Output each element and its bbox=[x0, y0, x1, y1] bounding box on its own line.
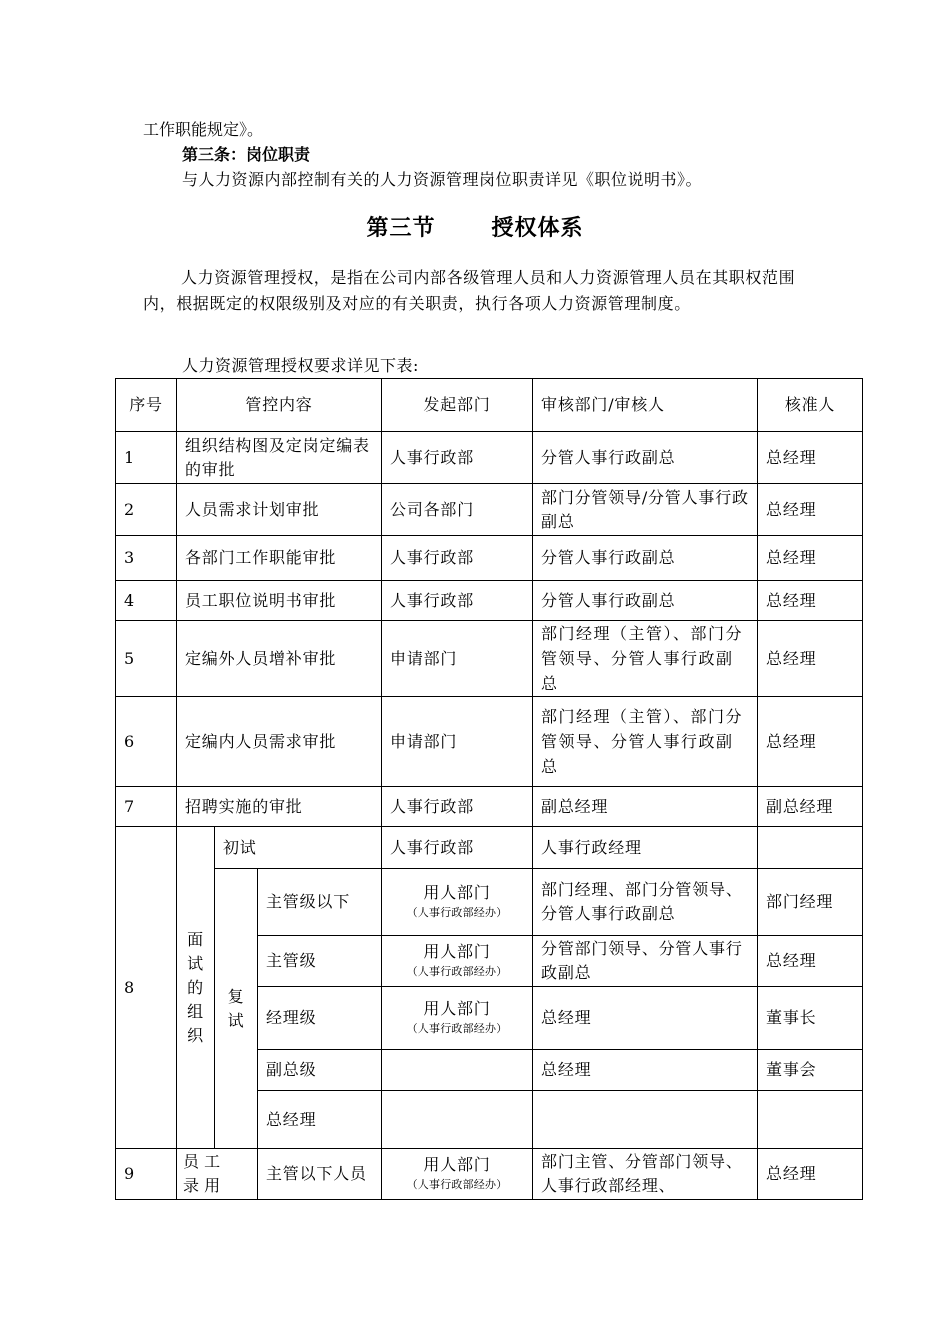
header-initiator: 发起部门 bbox=[382, 379, 533, 432]
second-interview-label: 复 试 bbox=[215, 869, 258, 1149]
row-reviewer: 副总经理 bbox=[533, 787, 758, 827]
row-approver: 总经理 bbox=[758, 432, 863, 484]
row-no: 7 bbox=[116, 787, 177, 827]
row-initiator bbox=[382, 1091, 533, 1149]
row-content: 招聘实施的审批 bbox=[177, 787, 382, 827]
row-initiator: 人事行政部 bbox=[382, 536, 533, 581]
row-approver: 总经理 bbox=[758, 697, 863, 787]
row-reviewer: 部门主管、分管部门领导、人事行政部经理、 bbox=[533, 1149, 758, 1200]
row-initiator: 用人部门 （人事行政部经办） bbox=[382, 869, 533, 936]
row-reviewer: 分管部门领导、分管人事行政副总 bbox=[533, 936, 758, 987]
table-row bbox=[116, 697, 863, 787]
header-content: 管控内容 bbox=[177, 379, 382, 432]
row-content: 定编外人员增补审批 bbox=[177, 621, 382, 697]
first-interview-label: 初试 bbox=[215, 827, 382, 869]
level-label: 主管级以下 bbox=[258, 869, 382, 936]
row-initiator: 用人部门 （人事行政部经办） bbox=[382, 987, 533, 1050]
table-row bbox=[116, 432, 863, 484]
row-approver: 副总经理 bbox=[758, 787, 863, 827]
level-label: 总经理 bbox=[258, 1091, 382, 1149]
table-row bbox=[116, 484, 863, 536]
row-no: 3 bbox=[116, 536, 177, 581]
row-reviewer: 分管人事行政副总 bbox=[533, 536, 758, 581]
row-content: 员工职位说明书审批 bbox=[177, 581, 382, 621]
authorization-paragraph: 人力资源管理授权，是指在公司内部各级管理人员和人力资源管理人员在其职权范围内，根据既定的权限级别及对应的有关职责，执行各项人力资源管理制度。 bbox=[143, 268, 796, 313]
row-initiator: 人事行政部 bbox=[382, 581, 533, 621]
row-no: 5 bbox=[116, 621, 177, 697]
section-number: 第三节 bbox=[366, 215, 436, 241]
section-title bbox=[0, 211, 950, 242]
row-content: 各部门工作职能审批 bbox=[177, 536, 382, 581]
row-initiator: 人事行政部 bbox=[382, 827, 533, 869]
header-no: 序号 bbox=[116, 379, 177, 432]
row-reviewer: 部门分管领导/分管人事行政副总 bbox=[533, 484, 758, 536]
row-approver bbox=[758, 1091, 863, 1149]
table-row bbox=[116, 621, 863, 697]
row-approver: 总经理 bbox=[758, 536, 863, 581]
row-initiator: 人事行政部 bbox=[382, 432, 533, 484]
row-reviewer: 部门经理（主管）、部门分管领导、分管人事行政副总 bbox=[533, 621, 758, 697]
row-initiator: 用人部门 （人事行政部经办） bbox=[382, 1149, 533, 1200]
level-label: 经理级 bbox=[258, 987, 382, 1050]
section-name: 授权体系 bbox=[491, 215, 584, 241]
table-row-hiring bbox=[116, 1149, 863, 1200]
row-content: 人员需求计划审批 bbox=[177, 484, 382, 536]
table-row bbox=[116, 787, 863, 827]
row-reviewer: 部门经理（主管）、部门分管领导、分管人事行政副总 bbox=[533, 697, 758, 787]
row-initiator: 用人部门 （人事行政部经办） bbox=[382, 936, 533, 987]
header-reviewer: 审核部门/审核人 bbox=[533, 379, 758, 432]
row-reviewer: 总经理 bbox=[533, 987, 758, 1050]
row-no: 6 bbox=[116, 697, 177, 787]
authorization-table bbox=[115, 378, 863, 1200]
row-approver: 董事会 bbox=[758, 1050, 863, 1091]
intro-line-3: 与人力资源内部控制有关的人力资源管理岗位职责详见《职位说明书》。 bbox=[182, 170, 703, 189]
row-no: 9 bbox=[116, 1149, 177, 1200]
row-reviewer bbox=[533, 1091, 758, 1149]
row-initiator: 申请部门 bbox=[382, 621, 533, 697]
row-approver: 总经理 bbox=[758, 1149, 863, 1200]
row-initiator: 公司各部门 bbox=[382, 484, 533, 536]
row-approver: 总经理 bbox=[758, 581, 863, 621]
row-initiator bbox=[382, 1050, 533, 1091]
article-heading: 第三条：岗位职责 bbox=[182, 145, 311, 164]
row-approver: 总经理 bbox=[758, 936, 863, 987]
row-no: 2 bbox=[116, 484, 177, 536]
table-row bbox=[116, 581, 863, 621]
row-approver: 董事长 bbox=[758, 987, 863, 1050]
table-row-interview-second bbox=[116, 869, 863, 936]
row-approver: 总经理 bbox=[758, 621, 863, 697]
row-content: 组织结构图及定岗定编表的审批 bbox=[177, 432, 382, 484]
hiring-group-label: 员 工 录 用 bbox=[177, 1149, 258, 1200]
row-no: 1 bbox=[116, 432, 177, 484]
table-header bbox=[116, 379, 863, 432]
row-initiator: 申请部门 bbox=[382, 697, 533, 787]
level-label: 主管级 bbox=[258, 936, 382, 987]
header-approver: 核准人 bbox=[758, 379, 863, 432]
row-approver bbox=[758, 827, 863, 869]
row-content: 定编内人员需求审批 bbox=[177, 697, 382, 787]
table-intro: 人力资源管理授权要求详见下表: bbox=[182, 356, 419, 375]
row-reviewer: 总经理 bbox=[533, 1050, 758, 1091]
table-row-interview-first bbox=[116, 827, 863, 869]
intro-line-1: 工作职能规定》。 bbox=[143, 120, 264, 139]
row-approver: 总经理 bbox=[758, 484, 863, 536]
interview-group-label: 面 试 的 组 织 bbox=[177, 827, 215, 1149]
row-reviewer: 分管人事行政副总 bbox=[533, 581, 758, 621]
row-reviewer: 人事行政经理 bbox=[533, 827, 758, 869]
row-approver: 部门经理 bbox=[758, 869, 863, 936]
row-initiator: 人事行政部 bbox=[382, 787, 533, 827]
row-no: 8 bbox=[116, 827, 177, 1149]
row-no: 4 bbox=[116, 581, 177, 621]
level-label: 主管以下人员 bbox=[258, 1149, 382, 1200]
level-label: 副总级 bbox=[258, 1050, 382, 1091]
row-reviewer: 分管人事行政副总 bbox=[533, 432, 758, 484]
table-row bbox=[116, 536, 863, 581]
row-reviewer: 部门经理、部门分管领导、分管人事行政副总 bbox=[533, 869, 758, 936]
